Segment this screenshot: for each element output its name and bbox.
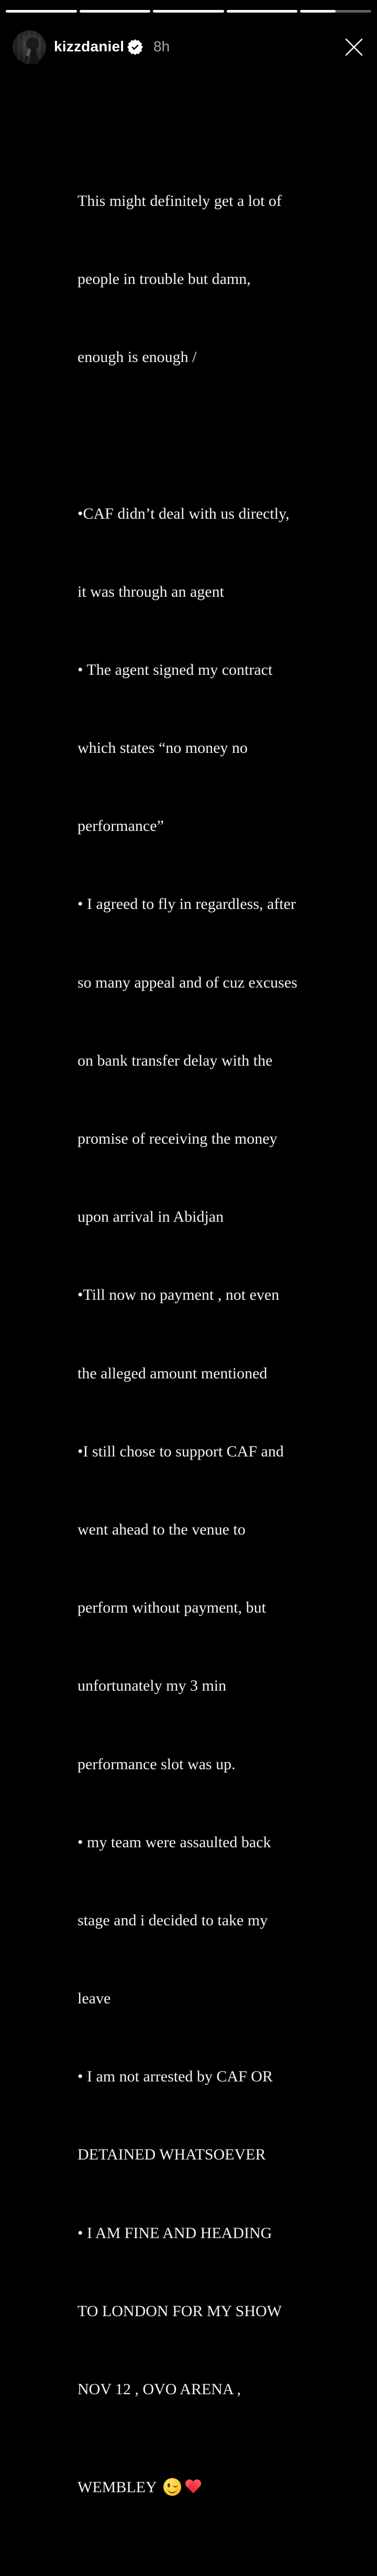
- story-text-line: on bank transfer delay with the: [77, 1051, 273, 1069]
- story-text-line: went ahead to the venue to: [77, 1520, 246, 1538]
- story-text-line: leave: [77, 1990, 111, 2008]
- story-progress-segment: [6, 10, 77, 13]
- story-text-line: upon arrival in Abidjan: [77, 1208, 224, 1226]
- story-progress-segment: [227, 10, 298, 13]
- winking-face-emoji: [163, 2478, 181, 2496]
- story-progress-bars: [6, 10, 371, 13]
- story-text-line: • The agent signed my contract: [77, 661, 273, 678]
- story-text-line: • I AM FINE AND HEADING: [77, 2224, 272, 2242]
- story-progress-fill: [227, 10, 298, 13]
- story-text-closing-line: [77, 2478, 297, 2497]
- story-text-line: •Till now no payment , not even: [77, 1286, 280, 1304]
- story-text-line: enough is enough /: [77, 348, 197, 366]
- story-text-line: promise of receiving the money: [77, 1130, 278, 1148]
- close-button[interactable]: [341, 35, 367, 60]
- story-progress-segment: [153, 10, 224, 13]
- verified-badge-icon: [127, 39, 143, 55]
- story-text-line: •I still chose to support CAF and: [77, 1442, 284, 1460]
- story-timestamp: 8h: [153, 38, 170, 54]
- story-text-line: •CAF didn’t deal with us directly,: [77, 505, 290, 522]
- story-text-line: perform without payment, but: [77, 1599, 266, 1617]
- story-text-line: DETAINED WHATSOEVER: [77, 2146, 266, 2164]
- avatar[interactable]: [13, 30, 46, 64]
- story-text-line: NOV 12 , OVO ARENA ,: [77, 2381, 241, 2398]
- story-text-line: TO LONDON FOR MY SHOW: [77, 2302, 282, 2320]
- story-text-line: unfortunately my 3 min: [77, 1677, 227, 1695]
- story-text-line: it was through an agent: [77, 583, 224, 600]
- story-text-line: • my team were assaulted back: [77, 1833, 271, 1851]
- emoji-open-eye: [168, 2483, 170, 2487]
- avatar-photo: [13, 30, 46, 64]
- story-text-line: the alleged amount mentioned: [77, 1364, 268, 1382]
- story-progress-fill: [153, 10, 224, 13]
- story-text-line: people in trouble but damn,: [77, 270, 251, 288]
- story-progress-segment: [80, 10, 151, 13]
- story-text-line: which states “no money no: [77, 739, 248, 757]
- story-text-line: • I am not arrested by CAF OR: [77, 2068, 273, 2086]
- closing-line-text: WEMBLEY: [77, 2478, 161, 2496]
- story-text: [77, 74, 297, 2536]
- story-text-line: stage and i decided to take my: [77, 1911, 268, 1929]
- story-progress-fill: [300, 10, 336, 13]
- story-text-line: This might definitely get a lot of: [77, 192, 282, 210]
- emoji-wink-eye: [173, 2484, 178, 2487]
- story-progress-fill: [80, 10, 151, 13]
- story-text-line: [77, 425, 297, 445]
- emoji-smile: [168, 2489, 177, 2493]
- story-progress-segment: [300, 10, 371, 13]
- story-progress-fill: [6, 10, 77, 13]
- story-text-line: so many appeal and of cuz excuses: [77, 973, 297, 991]
- story-text-lines: [77, 113, 297, 2438]
- username[interactable]: kizzdaniel: [54, 38, 125, 54]
- story-text-line: performance”: [77, 817, 164, 835]
- story-text-line: • I agreed to fly in regardless, after: [77, 895, 296, 913]
- red-heart-emoji: [185, 2480, 202, 2495]
- close-icon: [341, 35, 367, 60]
- story-text-line: performance slot was up.: [77, 1755, 236, 1773]
- story-header: [0, 29, 377, 65]
